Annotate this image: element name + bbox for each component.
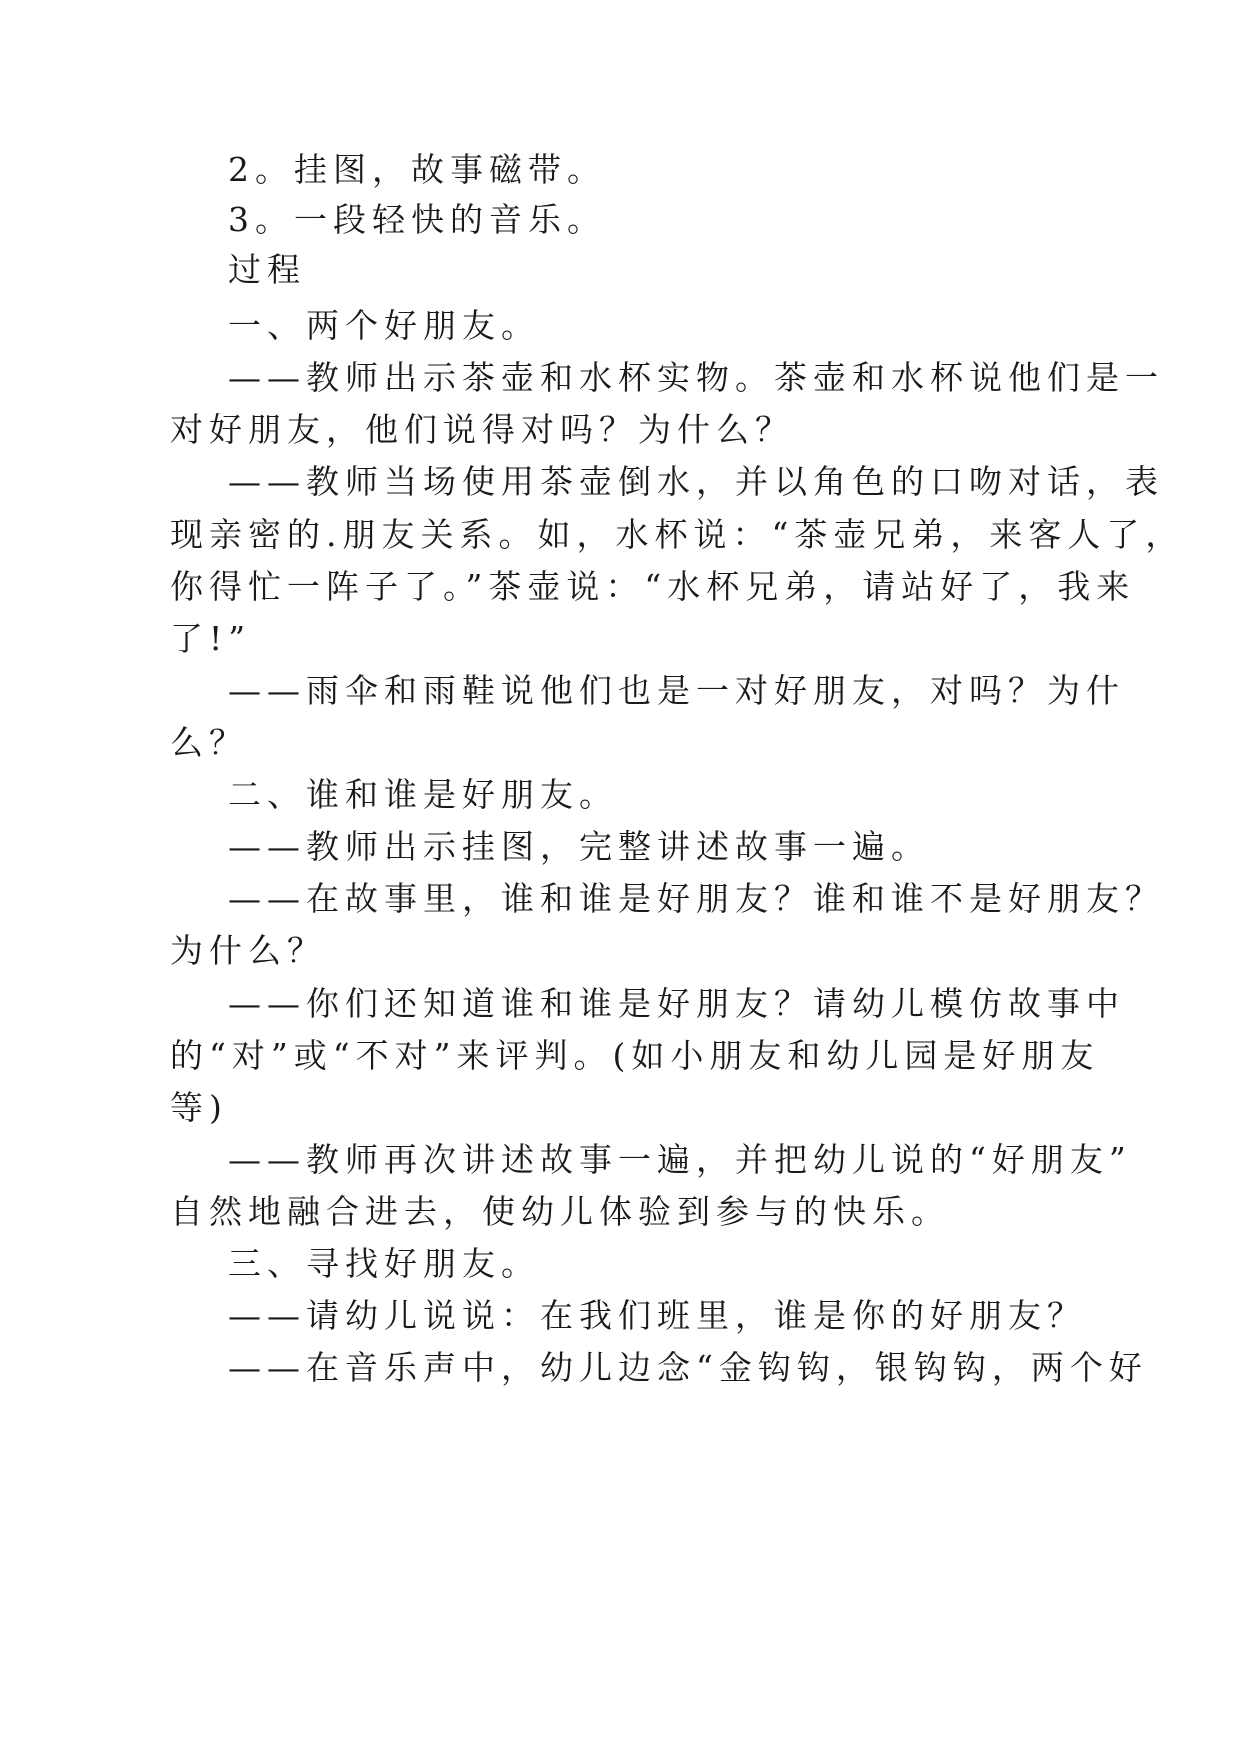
paragraph-line: 的“对”或“不对”来评判。(如小朋友和幼儿园是好朋友	[170, 1036, 1100, 1075]
paragraph-line: 了!”	[170, 619, 252, 658]
paragraph-line: ——教师出示挂图，完整讲述故事一遍。	[228, 827, 930, 866]
paragraph-line: 3。一段轻快的音乐。	[228, 200, 606, 239]
paragraph-line: 么？	[170, 723, 248, 762]
paragraph-line: ——雨伞和雨鞋说他们也是一对好朋友，对吗？为什	[228, 671, 1125, 710]
paragraph-line: ——教师出示茶壶和水杯实物。茶壶和水杯说他们是一	[228, 358, 1164, 397]
paragraph-line: 现亲密的.朋友关系。如，水杯说：“茶壶兄弟，来客人了，	[170, 515, 1185, 554]
paragraph-line: 你得忙一阵子了。”茶壶说：“水杯兄弟，请站好了，我来	[170, 567, 1136, 606]
paragraph-line: ——请幼儿说说：在我们班里，谁是你的好朋友？	[228, 1296, 1086, 1335]
paragraph-line: 对好朋友，他们说得对吗？为什么？	[170, 410, 794, 449]
section-heading: 二、谁和谁是好朋友。	[228, 775, 618, 814]
section-heading: 三、寻找好朋友。	[228, 1244, 540, 1283]
paragraph-line: ——教师当场使用茶壶倒水，并以角色的口吻对话，表	[228, 462, 1164, 501]
section-heading: 过程	[228, 250, 306, 289]
section-heading: 一、两个好朋友。	[228, 306, 540, 345]
paragraph-line: ——在音乐声中，幼儿边念“金钩钩，银钩钩，两个好	[228, 1348, 1148, 1387]
paragraph-line: ——你们还知道谁和谁是好朋友？请幼儿模仿故事中	[228, 984, 1125, 1023]
paragraph-line: 2。挂图，故事磁带。	[228, 150, 606, 189]
paragraph-line: ——在故事里，谁和谁是好朋友？谁和谁不是好朋友？	[228, 879, 1164, 918]
paragraph-line: 等)	[170, 1088, 228, 1127]
paragraph-line: 自然地融合进去，使幼儿体验到参与的快乐。	[170, 1192, 950, 1231]
paragraph-line: 为什么？	[170, 931, 326, 970]
paragraph-line: ——教师再次讲述故事一遍，并把幼儿说的“好朋友”	[228, 1140, 1132, 1179]
